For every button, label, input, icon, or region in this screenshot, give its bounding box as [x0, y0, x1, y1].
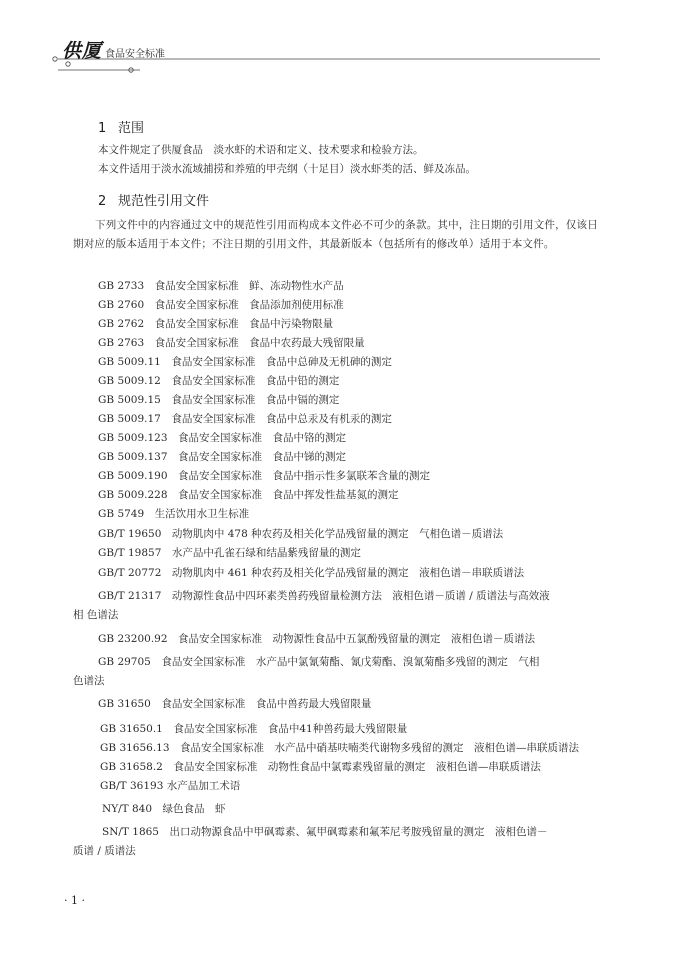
reference-item: GB 2733 食品安全国家标准 鲜、冻动物性水产品 — [98, 280, 344, 292]
reference-item: GB 23200.92 食品安全国家标准 动物源性食品中五氯酚残留量的测定 液相色谱－质谱法 — [98, 633, 536, 645]
reference-item-continuation: 质谱 / 质谱法 — [73, 845, 136, 857]
reference-item: GB 5749 生活饮用水卫生标准 — [98, 508, 250, 520]
reference-item: GB 5009.17 食品安全国家标准 食品中总汞及有机汞的测定 — [98, 413, 392, 425]
reference-item: GB 5009.228 食品安全国家标准 食品中挥发性盐基氮的测定 — [98, 489, 399, 501]
section2-number: 2 — [98, 194, 107, 209]
reference-item: GB 5009.123 食品安全国家标准 食品中铬的测定 — [98, 432, 347, 444]
reference-item: GB/T 21317 动物源性食品中四环素类兽药残留量检测方法 液相色谱－质谱 / 质谱法与高效液 — [98, 590, 550, 602]
reference-item: GB 29705 食品安全国家标准 水产品中氯氰菊酯、氰戊菊酯、溴氰菊酯多残留的测定 气相 — [98, 656, 540, 668]
reference-item: GB 2760 食品安全国家标准 食品添加剂使用标准 — [98, 299, 344, 311]
header-brand — [62, 36, 165, 63]
section1-title: 范围 — [118, 121, 145, 136]
section2-intro: 下列文件中的内容通过文中的规范性引用而构成本文件必不可少的条款。其中，注日期的引用文件，仅该日期对应的版本适用于本文件；不注日期的引用文件，其最新版本（包括所有的修改单）适用于本文件。 — [73, 219, 598, 250]
reference-item: GB 5009.12 食品安全国家标准 食品中铅的测定 — [98, 375, 340, 387]
brand-logo: 供厦 — [62, 40, 103, 62]
reference-item-continuation: 色谱法 — [73, 675, 105, 687]
reference-item: GB 2762 食品安全国家标准 食品中污染物限量 — [98, 318, 334, 330]
section1-heading — [98, 117, 144, 136]
section1-line: 本文件适用于淡水流域捕捞和养殖的甲壳纲（十足目）淡水虾类的活、鲜及冻品。 — [98, 163, 476, 175]
reference-item: GB/T 19650 动物肌肉中 478 种农药及相关化学品残留量的测定 气相色谱－质谱法 — [98, 528, 504, 540]
page-number: · 1 · — [64, 894, 85, 907]
section1-number: 1 — [98, 121, 107, 136]
reference-item: GB/T 36193 水产品加工术语 — [100, 780, 241, 792]
reference-item-continuation: 相 色谱法 — [73, 609, 119, 621]
section1-line: 本文件规定了供厦食品 淡水虾的术语和定义、技术要求和检验方法。 — [98, 144, 424, 156]
reference-item: GB 5009.11 食品安全国家标准 食品中总砷及无机砷的测定 — [98, 356, 392, 368]
section2-title: 规范性引用文件 — [118, 194, 210, 209]
reference-item: GB 31650 食品安全国家标准 食品中兽药最大残留限量 — [98, 698, 372, 710]
reference-item: GB 31658.2 食品安全国家标准 动物性食品中氯霉素残留量的测定 液相色谱—串联质谱法 — [100, 761, 541, 773]
brand-subtitle: 食品安全标准 — [105, 49, 166, 60]
reference-item: GB 31650.1 食品安全国家标准 食品中41种兽药最大残留限量 — [100, 723, 408, 735]
section2-heading — [98, 190, 209, 209]
reference-item: NY/T 840 绿色食品 虾 — [102, 803, 226, 815]
reference-item: SN/T 1865 出口动物源食品中甲砜霉素、氟甲砜霉素和氟苯尼考胺残留量的测定 液相色谱－ — [102, 826, 548, 838]
reference-item: GB/T 19857 水产品中孔雀石绿和结晶紫残留量的测定 — [98, 547, 361, 559]
reference-item: GB 5009.137 食品安全国家标准 食品中锑的测定 — [98, 451, 347, 463]
reference-item: GB 5009.15 食品安全国家标准 食品中镉的测定 — [98, 394, 340, 406]
reference-item: GB 2763 食品安全国家标准 食品中农药最大残留限量 — [98, 337, 365, 349]
reference-item: GB/T 20772 动物肌肉中 461 种农药及相关化学品残留量的测定 液相色谱－串联质谱法 — [98, 567, 525, 579]
page-header — [0, 0, 681, 80]
reference-item: GB 31656.13 食品安全国家标准 水产品中硝基呋喃类代谢物多残留的测定 液相色谱—串联质谱法 — [100, 742, 580, 754]
reference-item: GB 5009.190 食品安全国家标准 食品中指示性多氯联苯含量的测定 — [98, 470, 431, 482]
